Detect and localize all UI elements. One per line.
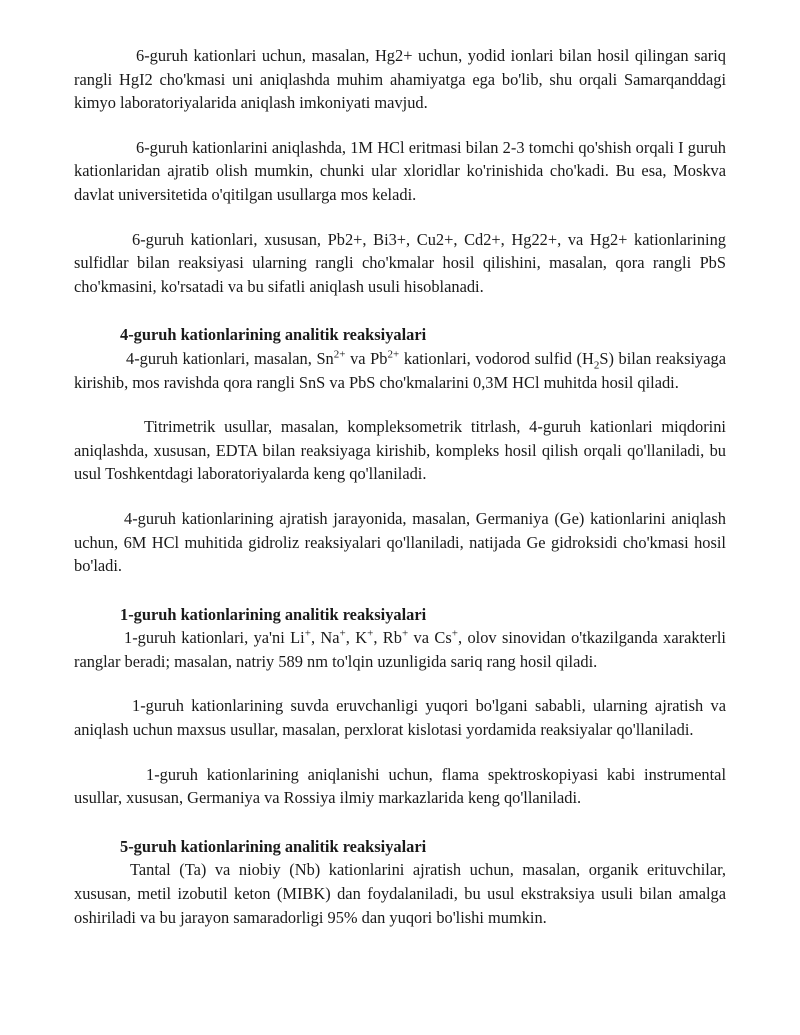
heading-4group: 4-guruh kationlarining analitik reaksiyalari (120, 325, 427, 345)
paragraph-4group-h2s: 4-guruh kationlari, masalan, $Sn^{2+}$ va $Pb^{2+}$ kationlari, vodorod sulfid $(H_2S)$ bilan reaksiyaga kirishib, mos ravishda qora rangli SnS va PbS cho'kmalarini 0,3M HCl muhitda hosil qiladi. (74, 348, 726, 392)
paragraph-4group-germanium: 4-guruh kationlarining ajratish jarayonida, masalan, Germaniya (Ge) kationlarini aniqlash uchun, 6M HCl muhitida gidroliz reaksiyalari qo'llaniladi, natijada Ge gidroksidi cho'kmasi hosil bo'ladi. (74, 508, 726, 576)
heading-1group: 1-guruh kationlarining analitik reaksiyalari (120, 604, 427, 624)
paragraph-6group-sulfides: 6-guruh kationlari, xususan, Pb2+, Bi3+, Cu2+, Cd2+, Hg22+, va Hg2+ kationlarining sulfidlar bilan reaksiyasi ularning rangli cho'kmalar hosil qilishini, masalan, qora rangli PbS cho'kmasini, ko'rsatadi va bu sifatli aniqlash usuli hisoblanadi. (74, 229, 726, 296)
paragraph-4group-titrimetric: Titrimetrik usullar, masalan, kompleksometrik titrlash, 4-guruh kationlari miqdorini aniqlashda, xususan, EDTA bilan reaksiyaga kirishib, kompleks hosil qilish orqali qo'llaniladi, bu usul Toshkentdagi laboratoriyalarda keng qo'llaniladi. (74, 417, 726, 484)
paragraph-6group-hcl: 6-guruh kationlarini aniqlashda, 1M HCl eritmasi bilan 2-3 tomchi qo'shish orqali I guruh kationlaridan ajratib olish mumkin, chunki ular xloridlar ko'rinishida cho'kadi. Bu esa, Moskva davlat universitetida o'qitilgan usullarga mos keladi. (74, 137, 726, 204)
document-page (74, 44, 726, 929)
heading-5group: 5-guruh kationlarining analitik reaksiyalari (120, 836, 427, 856)
paragraph-5group-extraction: Tantal (Ta) va niobiy (Nb) kationlarini ajratish uchun, masalan, organik erituvchilar, xususan, metil izobutil keton (MIBK) dan foydalaniladi, bu usul ekstraksiya usuli bilan amalga oshiriladi va bu jarayon samaradorligi 95% dan yuqori bo'lishi mumkin. (74, 860, 726, 927)
paragraph-6group-hg: 6-guruh kationlari uchun, masalan, Hg2+ uchun, yodid ionlari bilan hosil qilingan sariq rangli HgI2 cho'kmasi uni aniqlashda muhim ahamiyatga ega bo'lib, shu orqali Samarqanddagi kimyo laboratoriyalarida aniqlash imkoniyati mavjud. (74, 46, 726, 113)
paragraph-1group-spectroscopy: 1-guruh kationlarining aniqlanishi uchun, flama spektroskopiyasi kabi instrumental usullar, xususan, Germaniya va Rossiya ilmiy markazlarida keng qo'llaniladi. (74, 764, 726, 808)
paragraph-1group-flame-test: 1-guruh kationlari, ya'ni Li+, Na+, K+, Rb+ va Cs+, olov sinovidan o'tkazilganda xarakterli ranglar beradi; masalan, natriy 589 nm to'lqin uzunligida sariq rang hosil qiladi. (74, 627, 726, 671)
paragraph-1group-solubility: 1-guruh kationlarining suvda eruvchanligi yuqori bo'lgani sababli, ularning ajratish va aniqlash uchun maxsus usullar, masalan, perxlorat kislotasi yordamida reaksiyalar qo'llaniladi. (74, 696, 726, 740)
